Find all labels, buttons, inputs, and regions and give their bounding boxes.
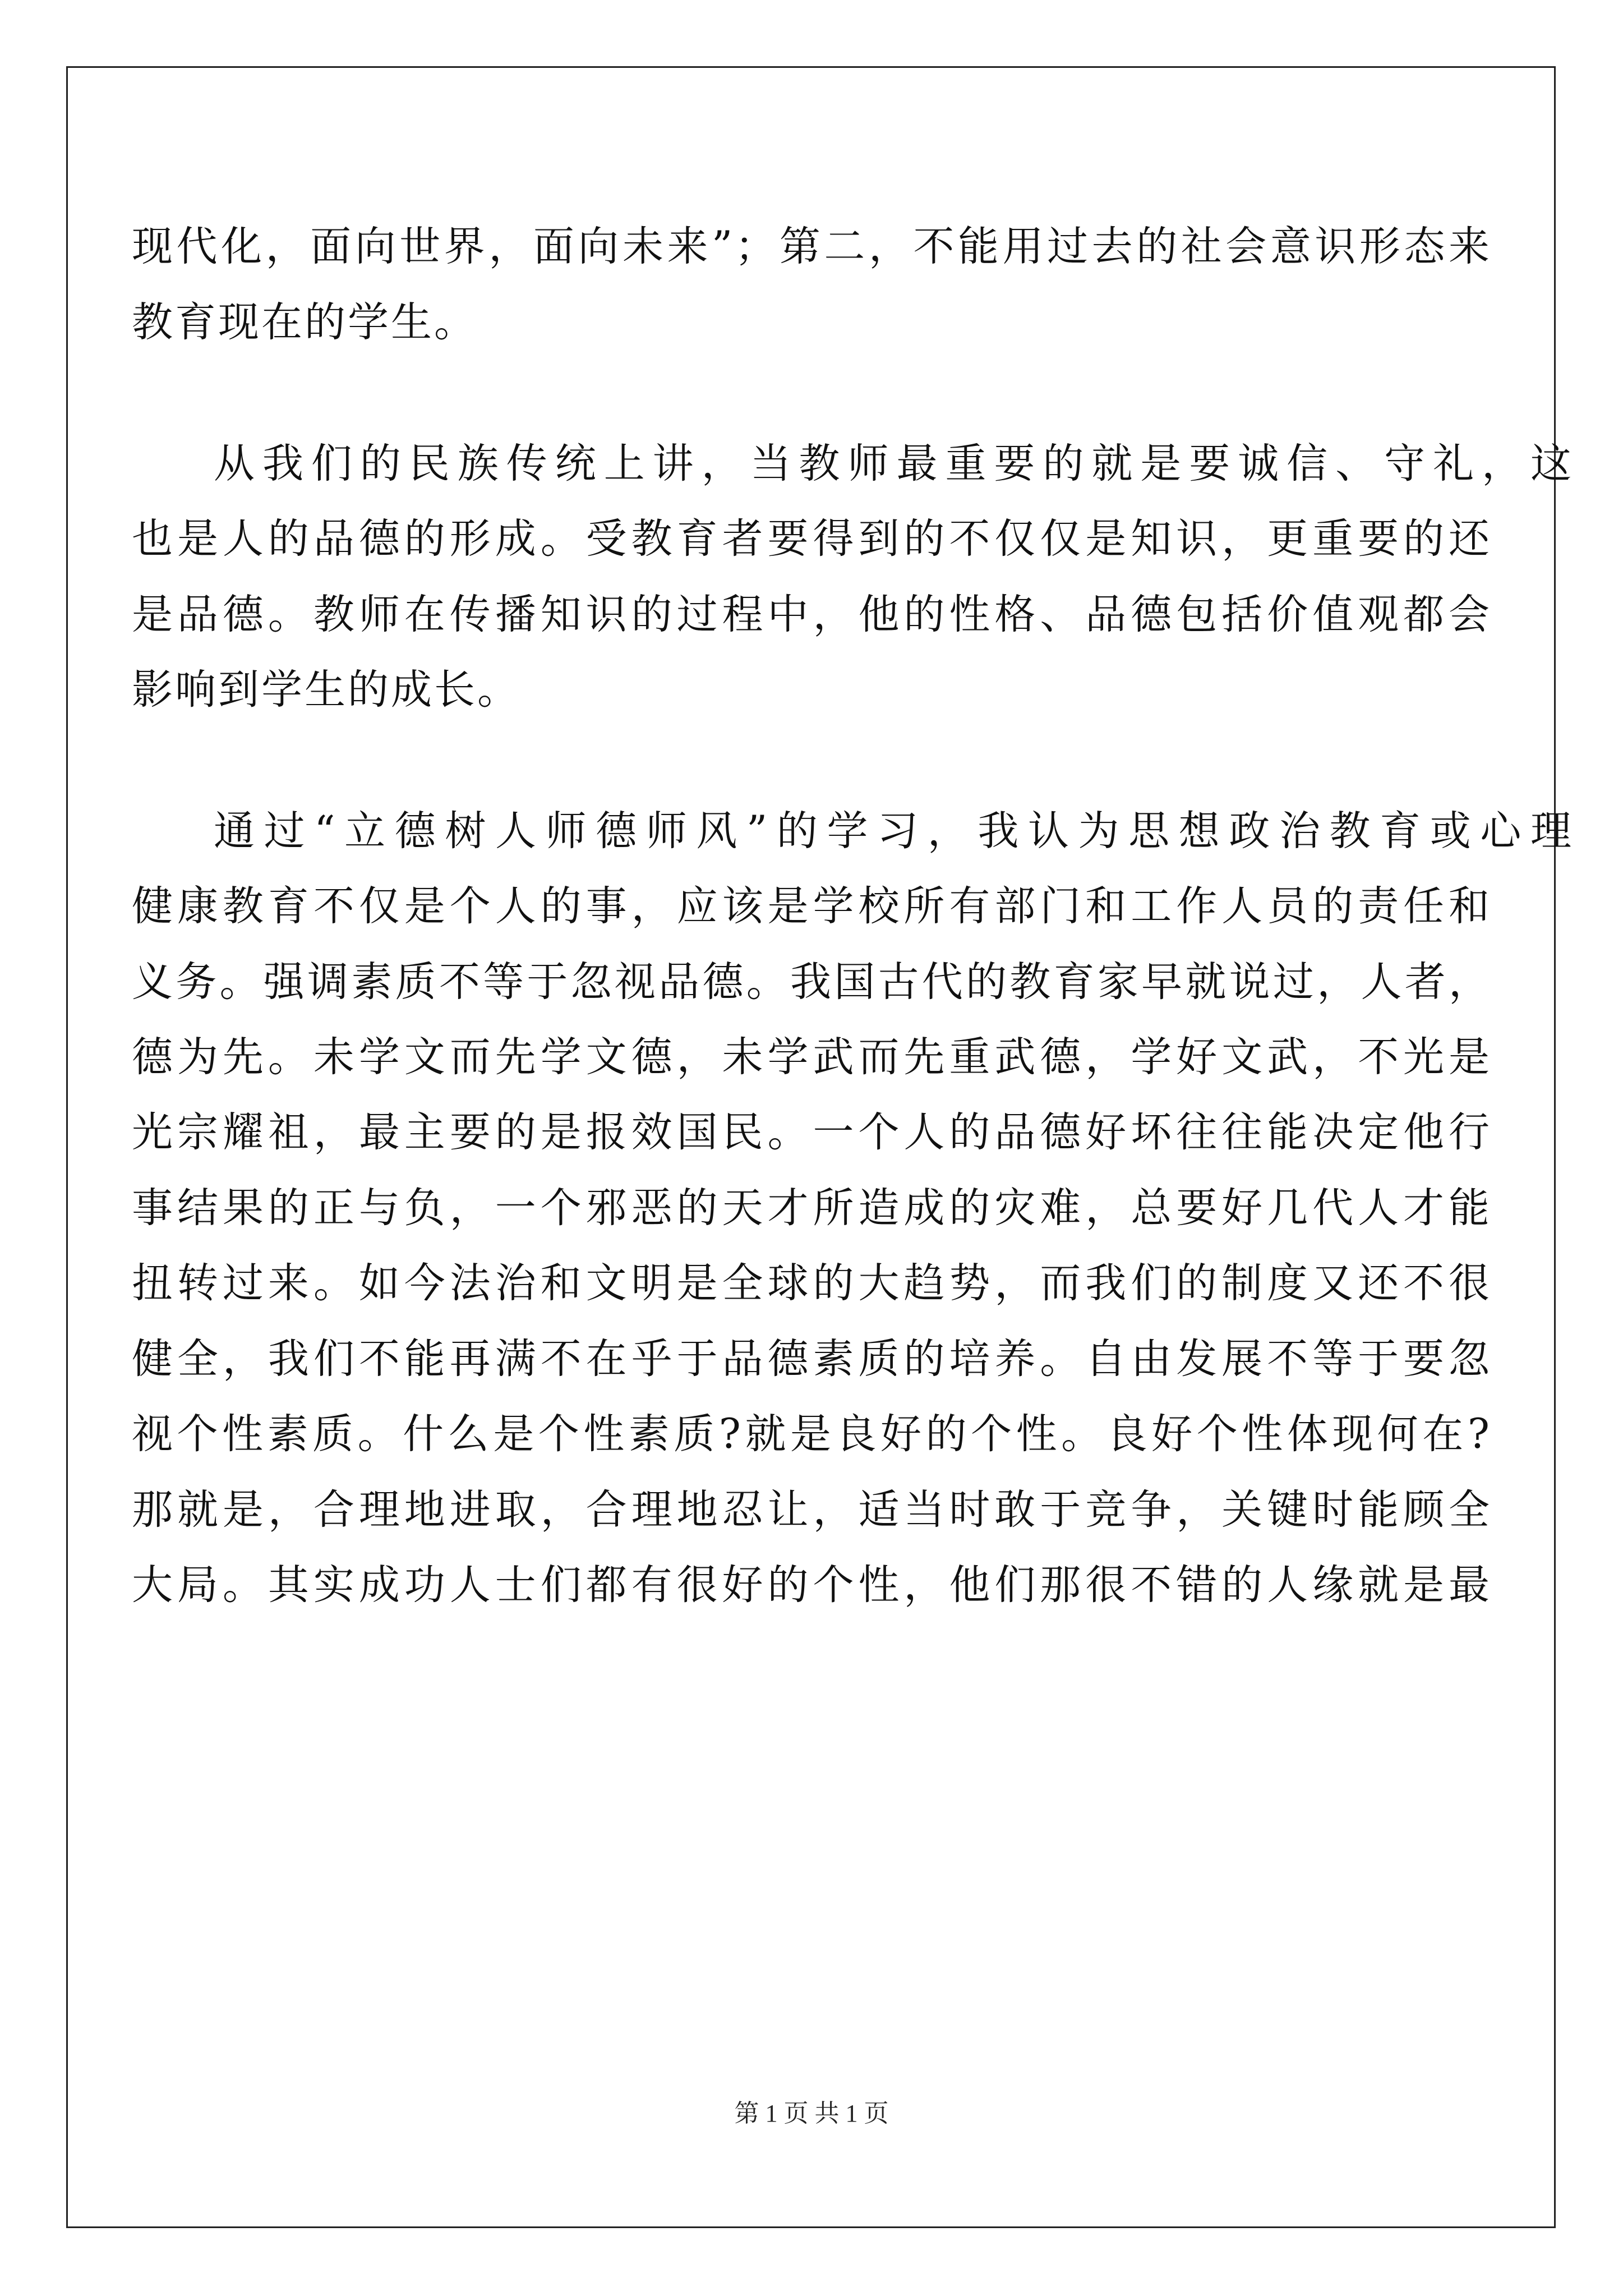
text-line: 也是人的品德的形成。受教育者要得到的不仅仅是知识，更重要的还 — [132, 515, 1492, 563]
page-number-footer: 第 1 页 共 1 页 — [734, 2100, 889, 2127]
text-line: 光宗耀祖，最主要的是报效国民。一个人的品德好坏往往能决定他行 — [132, 1108, 1492, 1156]
text-line: 健康教育不仅是个人的事，应该是学校所有部门和工作人员的责任和 — [132, 882, 1492, 930]
text-line: 影响到学生的成长。 — [132, 666, 520, 714]
text-line: 现代化，面向世界，面向未来”；第二，不能用过去的社会意识形态来 — [132, 223, 1492, 270]
text-line: 从我们的民族传统上讲，当教师最重要的就是要诚信、守礼，这 — [214, 440, 1574, 487]
text-line: 扭转过来。如今法治和文明是全球的大趋势，而我们的制度又还不很 — [132, 1259, 1492, 1307]
text-line: 是品德。教师在传播知识的过程中，他的性格、品德包括价值观都会 — [132, 591, 1492, 638]
text-line: 视个性素质。什么是个性素质?就是良好的个性。良好个性体现何在? — [132, 1410, 1492, 1458]
text-line: 教育现在的学生。 — [132, 298, 477, 346]
text-line: 大局。其实成功人士们都有很好的个性，他们那很不错的人缘就是最 — [132, 1561, 1492, 1609]
text-line: 健全，我们不能再满不在乎于品德素质的培养。自由发展不等于要忽 — [132, 1335, 1492, 1383]
text-line: 那就是，合理地进取，合理地忍让，适当时敢于竞争，关键时能顾全 — [132, 1486, 1492, 1534]
text-line: 德为先。未学文而先学文德，未学武而先重武德，学好文武，不光是 — [132, 1033, 1492, 1081]
text-line: 义务。强调素质不等于忽视品德。我国古代的教育家早就说过，人者， — [132, 958, 1492, 1006]
text-line: 事结果的正与负，一个邪恶的天才所造成的灾难，总要好几代人才能 — [132, 1184, 1492, 1232]
text-line: 通过“立德树人师德师风”的学习，我认为思想政治教育或心理 — [214, 807, 1574, 855]
